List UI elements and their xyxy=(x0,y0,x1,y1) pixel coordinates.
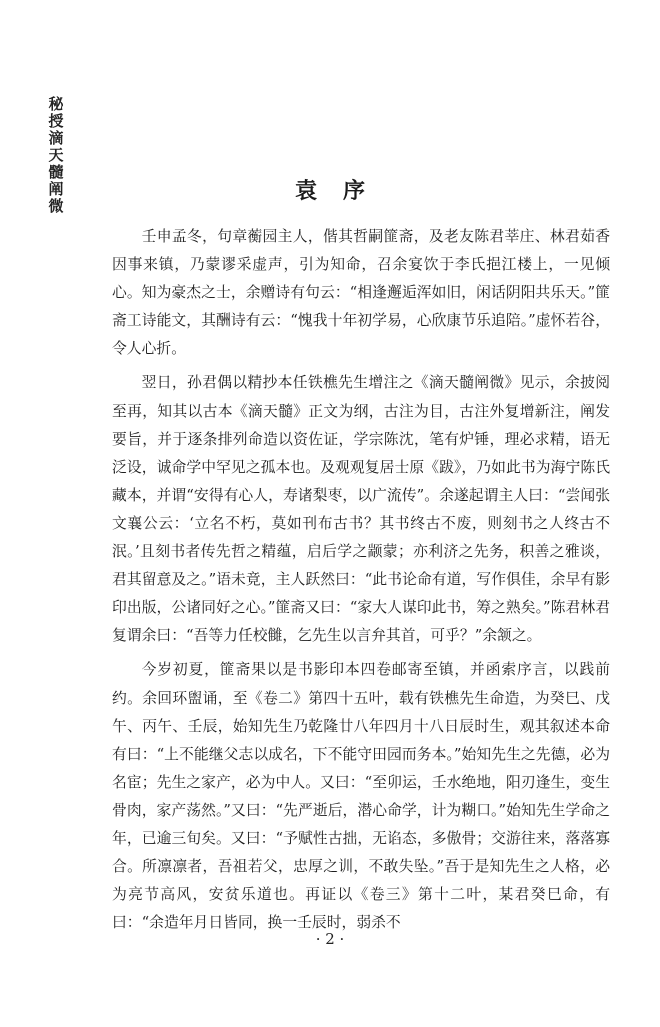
side-title-char: 阐 xyxy=(48,180,64,198)
side-title-char: 滴 xyxy=(48,129,64,147)
title-char: 序 xyxy=(343,179,366,204)
side-title-char: 天 xyxy=(48,146,64,164)
paragraph: 今岁初夏，篚斋果以是书影印本四卷邮寄至镇，并函索序言，以践前约。余回环盥诵，至《卷二》第四十五叶，载有铁樵先生命造，为癸巳、戊午、丙午、壬辰，始知先生乃乾隆廿八年四月十八日辰时生，观其叙述本命有曰：“上不能继父志以成名，下不能守田园而务本。”始知先生之先德，必为名宦；先生之家产，必为中人。又曰：“至卯运，壬水绝地，阳刃逢生，变生骨肉，家产荡然。”又曰：“先严逝后，潜心命学，计为糊口。”始知先生学命之年，已逾三旬矣。又曰：“予赋性古拙，无谄态，多傲骨；交游往来，落落寡合。所凛凛者，吾祖若父，忠厚之训，不敢失坠。”吾于是知先生之人格，必为亮节高风，安贫乐道也。再证以《卷三》第十二叶，某君癸巳命，有曰：“余造年月日皆同，换一壬辰时，弱杀不 xyxy=(112,661,610,932)
paragraph: 壬申孟冬，句章蘅园主人，偕其哲嗣篚斋，及老友陈君莘庄、林君茹香因事来镇，乃蒙谬采虚声，引为知命，召余宴饮于李氏挹江楼上，一见倾心。知为豪杰之士，余赠诗有句云：“相逢邂逅浑如旧，闲话阴阳共乐天。”篚斋工诗能文，其酬诗有云：“愧我十年初学易，心欣康节乐追陪。”虚怀若谷，令人心折。 xyxy=(112,228,610,358)
side-title-char: 秘 xyxy=(48,95,64,113)
paragraph: 翌日，孙君偶以精抄本任铁樵先生增注之《滴天髓阐微》见示，余披阅至再，知其以古本《滴天髓》正文为纲，古注为目，古注外复增新注，阐发要旨，并于逐条排列命造以资佐证，学宗陈沈，笔有炉锤，理必求精，语无泛设，诚命学中罕见之孤本也。及观观复居士原《跋》，乃如此书为海宁陈氏藏本，并谓“安得有心人，寿诸梨枣，以广流传”。余遂起谓主人曰：“尝闻张文襄公云：‘立名不朽，莫如刊布古书？其书终古不废，则刻书之人终古不泯。’且刻书者传先哲之精蕴，启后学之颛蒙；亦利济之先务，积善之雅谈，君其留意及之。”语未竟，主人跃然曰：“此书论命有道，写作俱佳，余早有影印出版，公诸同好之心。”篚斋又曰：“家大人谋印此书，筹之熟矣。”陈君林君复谓余曰：“吾等力任校雠，乞先生以言弁其首，可乎？”余颔之。 xyxy=(112,374,610,645)
page-number: · 2 · xyxy=(315,930,345,948)
page-title xyxy=(0,174,660,205)
side-title-char: 微 xyxy=(48,197,64,215)
side-title-char: 授 xyxy=(48,112,64,130)
body-text xyxy=(112,223,610,943)
side-title-char: 髓 xyxy=(48,163,64,181)
title-char: 袁 xyxy=(294,179,317,204)
